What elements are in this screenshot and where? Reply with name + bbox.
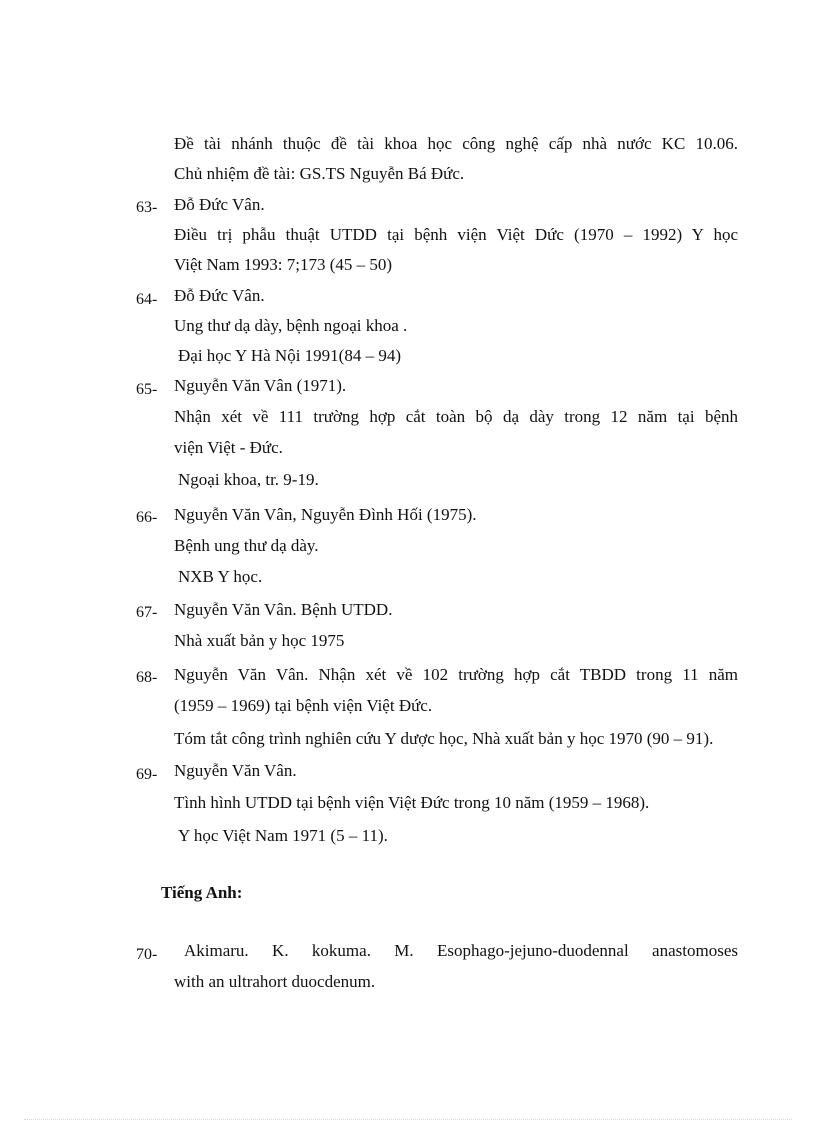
section-heading: Tiếng Anh: [161, 883, 243, 902]
reference-text-line: Chủ nhiệm đề tài: GS.TS Nguyễn Bá Đức. [174, 164, 465, 183]
reference-text-line: Nhận xét về 111 trường hợp cắt toàn bộ dạ dày trong 12 năm tại bệnh [174, 407, 738, 426]
reference-text-line: Ngoại khoa, tr. 9-19. [178, 470, 319, 489]
reference-number: 63- [136, 199, 158, 216]
reference-number: 70- [136, 946, 158, 963]
reference-number: 65- [136, 381, 158, 398]
reference-number: 67- [136, 604, 158, 621]
reference-text-line: Đại học Y Hà Nội 1991(84 – 94) [178, 346, 402, 365]
reference-author: Đỗ Đức Vân. [174, 286, 265, 305]
reference-text-line: Nhà xuất bản y học 1975 [174, 631, 345, 650]
reference-text-line: Ung thư dạ dày, bệnh ngoại khoa . [174, 316, 408, 335]
reference-number: 68- [136, 669, 158, 686]
reference-text-line: Việt Nam 1993: 7;173 (45 – 50) [174, 255, 393, 274]
reference-author: Đỗ Đức Vân. [174, 195, 265, 214]
reference-text-line: Y học Việt Nam 1971 (5 – 11). [178, 826, 388, 845]
reference-author: Nguyễn Văn Vân, Nguyễn Đình Hối (1975). [174, 505, 477, 524]
reference-author: Akimaru. K. kokuma. M. Esophago-jejuno-duodennal anastomoses [184, 941, 738, 960]
reference-number: 66- [136, 509, 158, 526]
reference-text-line: with an ultrahort duocdenum. [174, 972, 376, 991]
reference-text-line: Điều trị phẫu thuật UTDD tại bệnh viện Việt Dức (1970 – 1992) Y học [174, 225, 738, 244]
reference-text-line: Đề tài nhánh thuộc đề tài khoa học công nghệ cấp nhà nước KC 10.06. [174, 134, 738, 153]
reference-author: Nguyễn Văn Vân. Nhận xét về 102 trường hợp cắt TBDD trong 11 năm [174, 665, 738, 684]
reference-text-line: Bệnh ung thư dạ dày. [174, 536, 319, 555]
reference-text-line: (1959 – 1969) tại bệnh viện Việt Đức. [174, 696, 433, 715]
reference-text-line: Tình hình UTDD tại bệnh viện Việt Đức trong 10 năm (1959 – 1968). [174, 793, 650, 812]
reference-text-line: NXB Y học. [178, 567, 263, 586]
reference-number: 64- [136, 291, 158, 308]
reference-text-line: viện Việt - Đức. [174, 438, 283, 457]
reference-text-line: Tóm tắt công trình nghiên cứu Y dược học, Nhà xuất bản y học 1970 (90 – 91). [174, 729, 714, 748]
page-bottom-divider [24, 1119, 792, 1120]
reference-author: Nguyễn Văn Vân. Bệnh UTDD. [174, 600, 393, 619]
reference-number: 69- [136, 766, 158, 783]
reference-author: Nguyễn Văn Vân. [174, 761, 297, 780]
reference-author: Nguyễn Văn Vân (1971). [174, 376, 347, 395]
